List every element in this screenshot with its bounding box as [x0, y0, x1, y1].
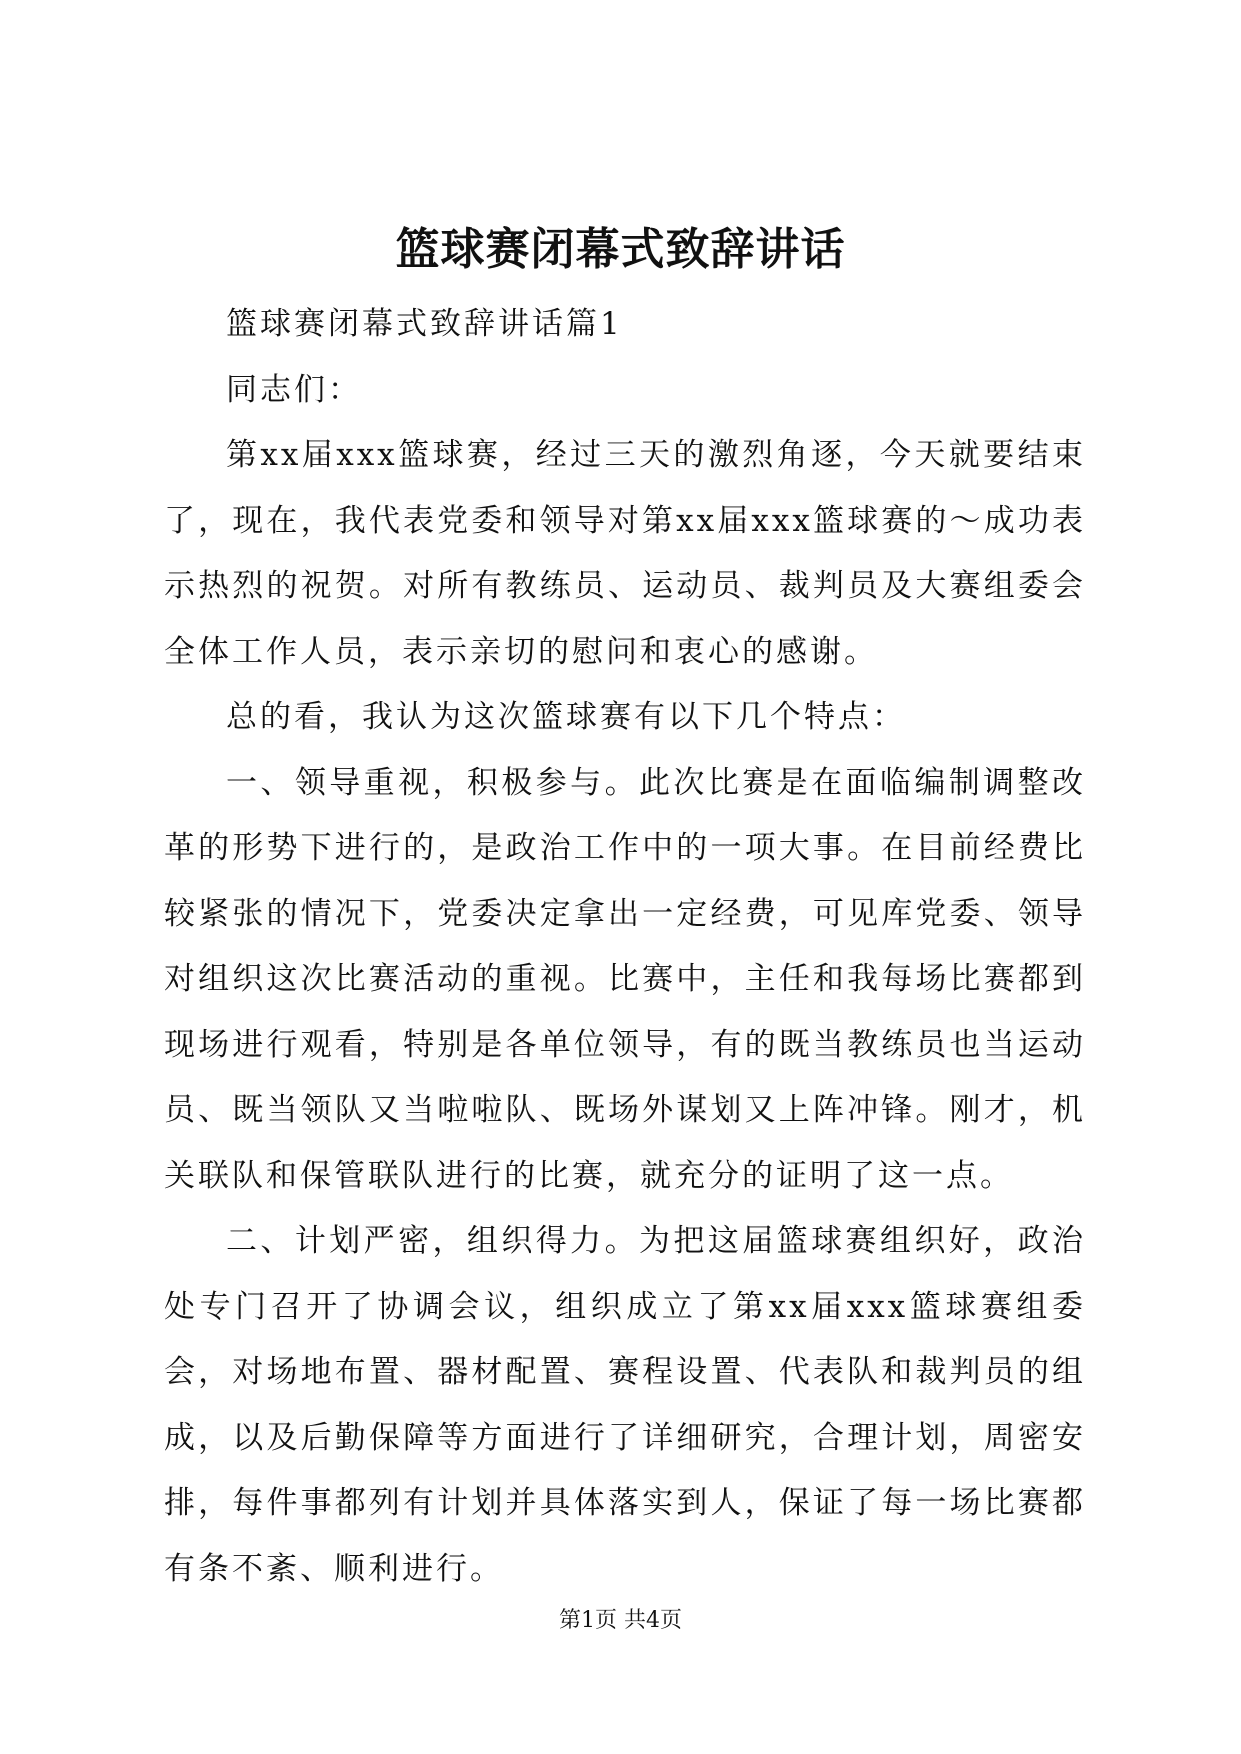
paragraph: 第xx届xxx篮球赛，经过三天的激烈角逐，今天就要结束了，现在，我代表党委和领导对第xx届xxx篮球赛的～成功表示热烈的祝贺。对所有教练员、运动员、裁判员及大赛组委会全体工作人员，表示亲切的慰问和衷心的感谢。	[164, 437, 1086, 670]
section-heading: 篮球赛闭幕式致辞讲话篇1	[226, 306, 623, 342]
paragraph: 一、领导重视，积极参与。此次比赛是在面临编制调整改革的形势下进行的，是政治工作中的一项大事。在目前经费比较紧张的情况下，党委决定拿出一定经费，可见库党委、领导对组织这次比赛活动的重视。比赛中，主任和我每场比赛都到现场进行观看，特别是各单位领导，有的既当教练员也当运动员、既当领队又当啦啦队、既场外谋划又上阵冲锋。刚才，机关联队和保管联队进行的比赛，就充分的证明了这一点。	[164, 764, 1086, 1194]
page-number: 第1页 共4页	[559, 1608, 682, 1633]
document-title: 篮球赛闭幕式致辞讲话	[395, 224, 846, 275]
paragraph: 总的看，我认为这次篮球赛有以下几个特点：	[226, 699, 906, 735]
salutation: 同志们：	[226, 371, 362, 408]
paragraph: 二、计划严密，组织得力。为把这届篮球赛组织好，政治处专门召开了协调会议，组织成立了第xx届xxx篮球赛组委会，对场地布置、器材配置、赛程设置、代表队和裁判员的组成，以及后勤保障等方面进行了详细研究，合理计划，周密安排，每件事都列有计划并具体落实到人，保证了每一场比赛都有条不紊、顺利进行。	[164, 1223, 1086, 1587]
document-body	[164, 292, 1086, 1602]
